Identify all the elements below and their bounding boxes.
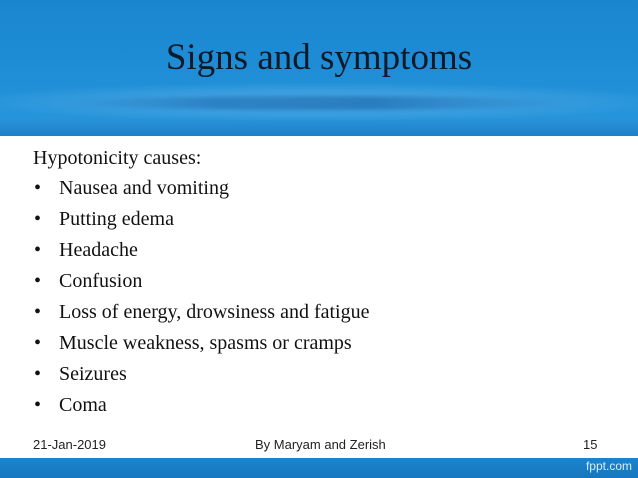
watermark-logo: fppt.com xyxy=(585,459,632,473)
bullet-list xyxy=(33,176,623,424)
footer-author: By Maryam and Zerish xyxy=(255,437,386,452)
bullet-text: Loss of energy, drowsiness and fatigue xyxy=(59,301,370,323)
bullet-item xyxy=(33,238,623,269)
intro-text: Hypotonicity causes: xyxy=(33,147,202,169)
page-number: 15 xyxy=(583,437,598,452)
bullet-item xyxy=(33,393,623,424)
bullet-icon: • xyxy=(34,363,42,385)
bullet-text: Muscle weakness, spasms or cramps xyxy=(59,332,352,354)
bullet-item xyxy=(33,300,623,331)
bullet-icon: • xyxy=(34,332,42,354)
bullet-item xyxy=(33,331,623,362)
bullet-item xyxy=(33,207,623,238)
bullet-text: Nausea and vomiting xyxy=(59,177,229,199)
bullet-icon: • xyxy=(34,208,42,230)
bullet-item xyxy=(33,176,623,207)
header-wave-decoration xyxy=(60,96,580,110)
footer-date: 21-Jan-2019 xyxy=(33,437,106,452)
bullet-text: Confusion xyxy=(59,270,143,292)
bullet-text: Seizures xyxy=(59,363,127,385)
bullet-icon: • xyxy=(34,270,42,292)
bullet-icon: • xyxy=(34,394,42,416)
bullet-text: Coma xyxy=(59,394,107,416)
bullet-icon: • xyxy=(34,177,42,199)
slide-title: Signs and symptoms xyxy=(165,37,473,78)
bullet-item xyxy=(33,362,623,393)
bullet-text: Putting edema xyxy=(59,208,174,230)
slide-footer xyxy=(0,437,638,457)
bullet-item xyxy=(33,269,623,300)
header-banner xyxy=(0,0,638,136)
slide-content xyxy=(33,146,623,424)
bottom-bar xyxy=(0,458,638,478)
bullet-icon: • xyxy=(34,301,42,323)
header-shadow xyxy=(0,118,638,136)
bullet-text: Headache xyxy=(59,239,138,261)
bullet-icon: • xyxy=(34,239,42,261)
